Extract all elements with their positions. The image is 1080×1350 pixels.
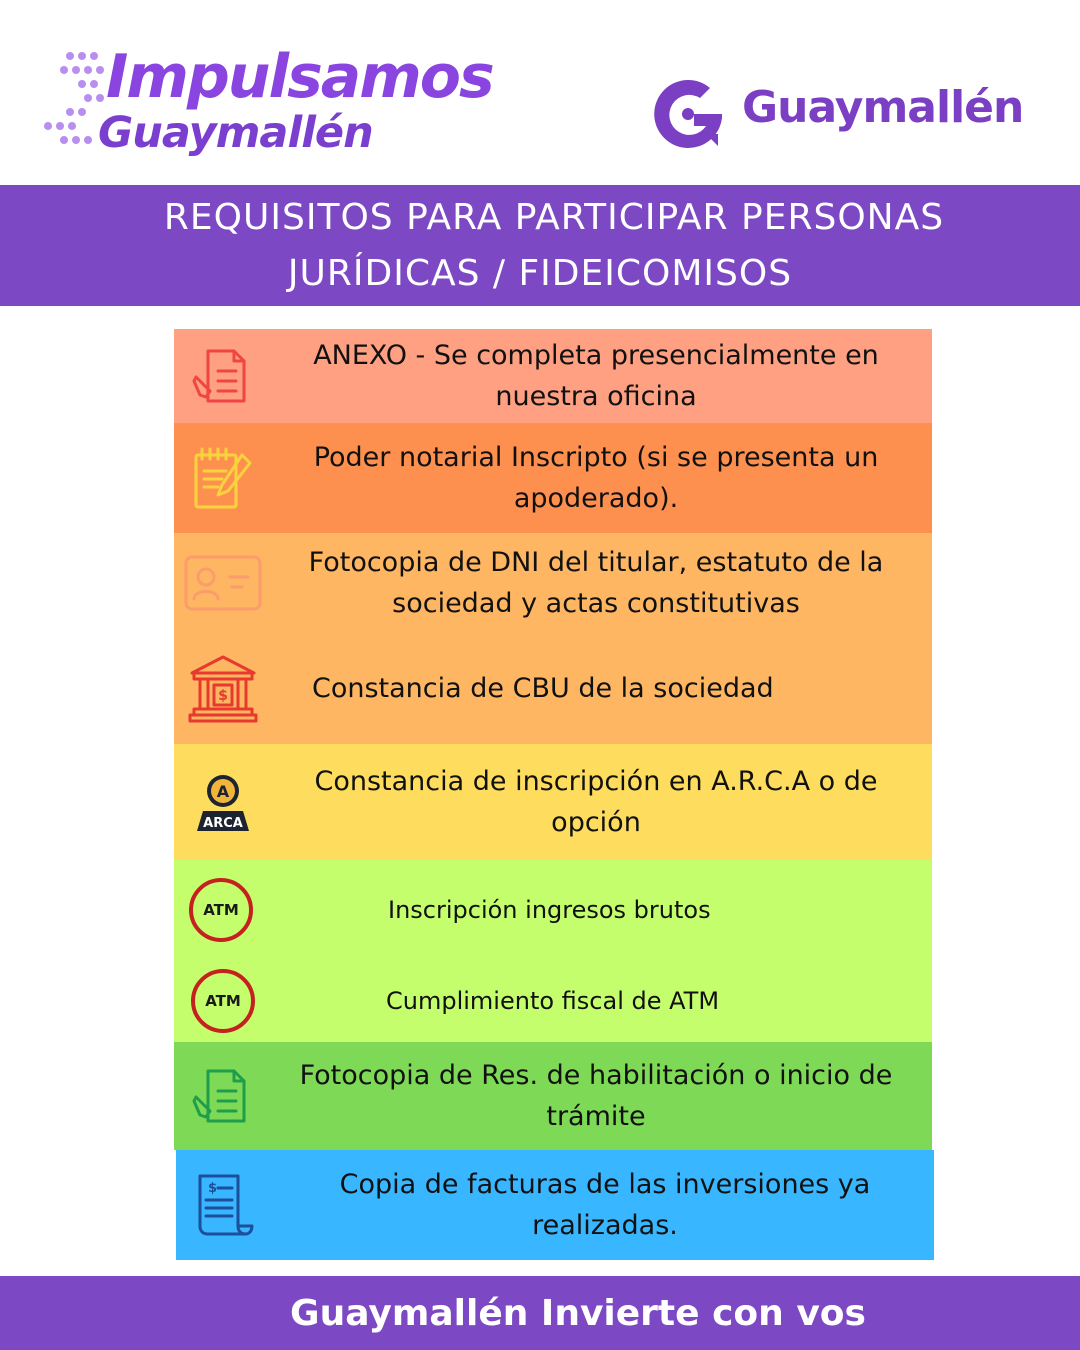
id-card-icon	[182, 542, 264, 624]
requirement-ingresos-brutos	[174, 860, 932, 960]
guaymallen-municipality-logo	[648, 74, 1038, 154]
requirement-cumplimiento-fiscal	[174, 960, 932, 1042]
svg-text:$: $	[208, 1181, 218, 1196]
requirement-text: Copia de facturas de las inversiones ya realizadas.	[339, 1169, 871, 1241]
requirement-text: Fotocopia de Res. de habilitación o inicio de trámite	[299, 1060, 893, 1132]
title-banner	[0, 185, 1080, 306]
requirement-text: Cumplimiento fiscal de ATM	[386, 986, 720, 1015]
atm-badge-label: ATM	[189, 878, 253, 942]
requirement-text: Fotocopia de DNI del titular, estatuto de la sociedad y actas constitutivas	[308, 546, 884, 619]
requirement-text: Constancia de inscripción en A.R.C.A o de opción	[314, 766, 878, 838]
footer-banner	[0, 1276, 1080, 1350]
bank-icon	[182, 647, 264, 729]
arca-logo-icon	[182, 761, 264, 843]
requirement-text: Poder notarial Inscripto (si se presenta un apoderado).	[313, 442, 879, 514]
arca-label: ARCA	[203, 816, 243, 831]
guaymallen-g-icon	[648, 74, 728, 154]
requirement-cbu	[174, 632, 932, 744]
document-edit-icon	[182, 335, 264, 417]
requirement-habilitacion	[174, 1042, 932, 1150]
atm-badge-label: ATM	[191, 969, 255, 1033]
requirement-text: ANEXO - Se completa presencialmente en nuestra oficina	[313, 340, 879, 412]
brand-line-impulsamos: Impulsamos	[106, 42, 493, 112]
requirement-text: Inscripción ingresos brutos	[388, 895, 711, 924]
dots-decoration-icon	[40, 50, 106, 160]
requirement-anexo	[174, 329, 932, 423]
footer-slogan: Guaymallén Invierte con vos	[290, 1292, 866, 1334]
atm-badge-icon	[182, 960, 264, 1042]
svg-text:$: $	[218, 688, 228, 704]
title-line-1: REQUISITOS PARA PARTICIPAR PERSONAS	[163, 196, 945, 238]
title-line-2: JURÍDICAS / FIDEICOMISOS	[287, 252, 793, 294]
notepad-pencil-icon	[182, 437, 264, 519]
guaymallen-wordmark: Guaymallén	[742, 82, 1024, 133]
requirement-poder-notarial	[174, 423, 932, 533]
requirement-arca	[174, 744, 932, 860]
impulsamos-guaymallen-logo	[40, 42, 510, 172]
atm-badge-icon	[180, 869, 262, 951]
arca-top-letter: A	[216, 782, 230, 801]
brand-line-guaymallen: Guaymallén	[98, 108, 373, 158]
document-edit-icon	[182, 1055, 264, 1137]
requirement-text: Constancia de CBU de la sociedad	[312, 672, 774, 704]
invoice-receipt-icon	[184, 1164, 266, 1246]
requirement-dni-estatuto	[174, 533, 932, 632]
requirement-facturas	[176, 1150, 934, 1260]
